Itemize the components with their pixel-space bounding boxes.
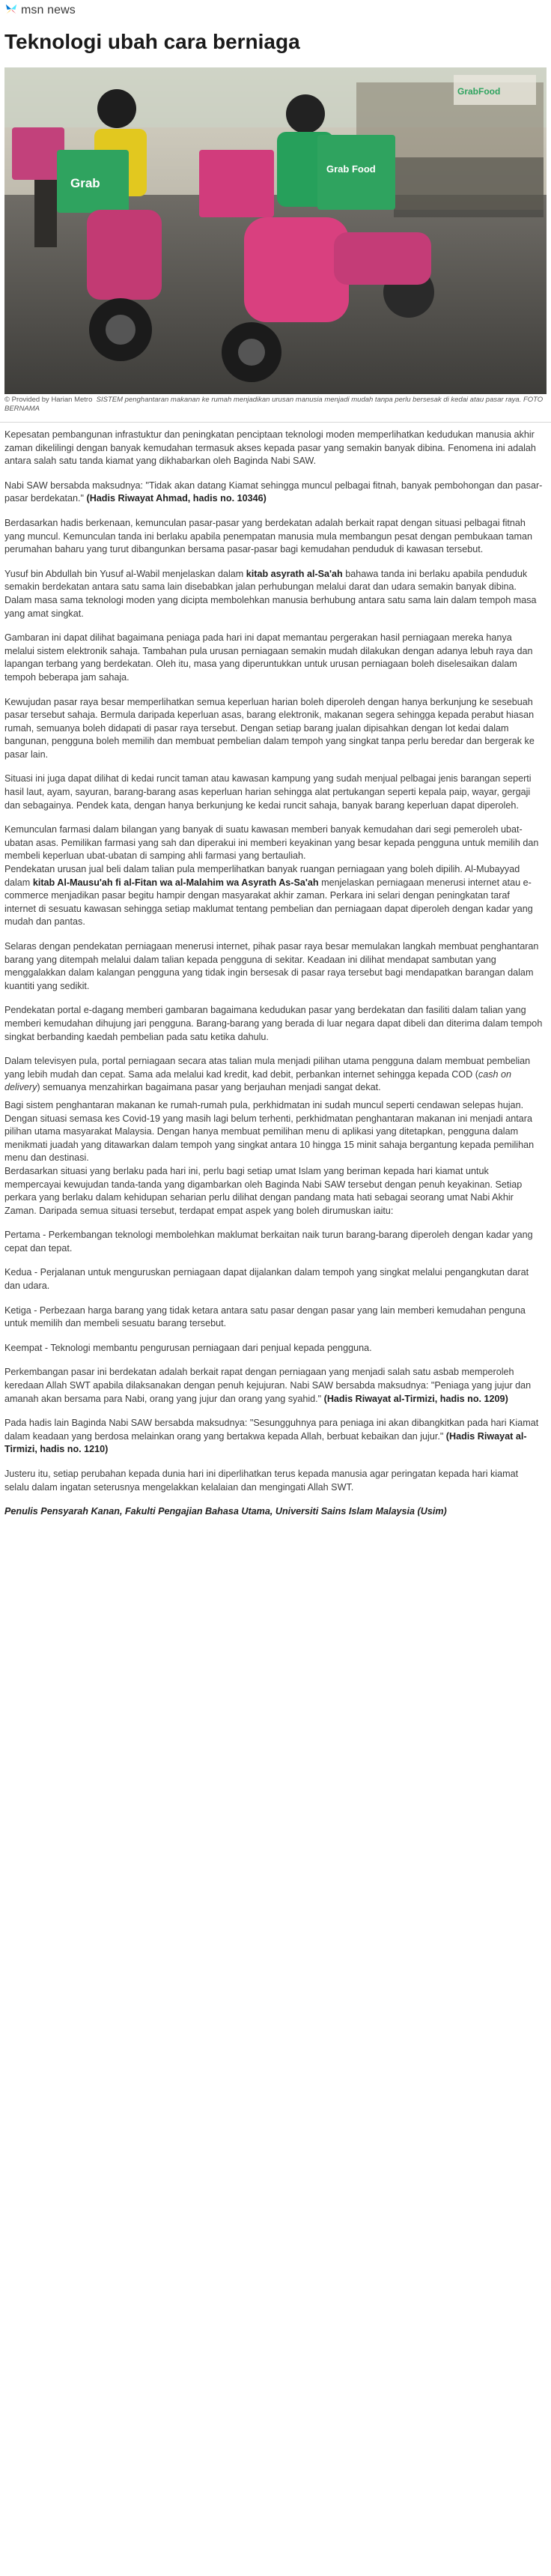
article-paragraph [4,1165,544,1218]
msn-butterfly-icon[interactable] [4,2,18,19]
article-paragraph [4,1266,544,1292]
paragraph-text: Pendekatan urusan jual beli dalam talian pula memperlihatkan banyak ruangan perniagaan yang boleh dipilih. Al-Mubayyad dalam [4,864,520,888]
paragraph-text: Situasi ini juga dapat dilihat di kedai runcit taman atau kawasan kampung yang sudah menjual pelbagai jenis barangan seperti hasil laut, ayam, sayuran, barang-barang asas keperluan harian sehingga alat pertukangan seperti kepala paip, wayar, gergaji dan sebagainya. Pendek kata, dengan hanya berkunjung ke kedai runcit sahaja, banyak barang keperluan dapat diperoleh. [4,773,532,811]
paragraph-text: Ketiga - Perbezaan harga barang yang tidak ketara antara satu pasar dengan pasar yang lain memberi kemudahan penguna untuk memilih dan membeli sesuatu barang tersebut. [4,1304,526,1329]
article-paragraph [4,480,544,506]
article-paragraph [4,1417,544,1457]
paragraph-text: Yusuf bin Abdullah bin Yusuf al-Wabil menjelaskan dalam [4,568,246,579]
bold-citation: kitab Al-Mausu'ah fi al-Fitan wa al-Malahim wa Asyrath As-Sa'ah [32,877,319,888]
paragraph-text: bahawa tanda ini berlaku apabila penduduk semakin berdekatan antara satu sama lain disebabkan jalan perhubungan melalui darat dan udara semakin banyak dibina. Dalam masa sama teknologi moden yang dicipta membolehkan manusia berhubung antara satu sama lain dalam tempoh masa yang amat singkat. [4,568,537,619]
paragraph-text: Pada hadis lain Baginda Nabi SAW bersabda maksudnya: "Sesungguhnya para peniaga ini akan dibangkitkan pada hari Kiamat dalam keadaan yang berdosa melainkan orang yang bertakwa kepada Allah, berbuat kebaikan dan jujur." [4,1418,539,1442]
article-paragraph [4,1229,544,1255]
paragraph-text: ) semuanya menzahirkan bagaimana pasar yang berjauhan menjadi sangat dekat. [37,1082,381,1093]
paragraph-text: Pendekatan portal e-dagang memberi gambaran bagaimana kedudukan pasar yang berdekatan dan fasiliti dalam talian yang memberi kemudahan dihujung jari pengguna. Barang-barang yang berada di luar negara dapat dibeli dan diterima dalam tempoh singkat berbanding kaedah pembelian pada satu ketika dahulu. [4,1005,543,1042]
paragraph-text: Dalam televisyen pula, portal perniagaan secara atas talian mula menjadi pilihan utama pengguna dalam membuat pembelian yang lebih mudah dan cepat. Sama ada melalui kad kredit, kad debit, perbankan internet sehingga kepada COD ( [4,1056,531,1080]
bold-citation: (Hadis Riwayat al-Tirmizi, hadis no. 1210) [4,1430,527,1455]
bag-label: GrabFood [457,86,501,97]
paragraph-text: Kepesatan pembangunan infrastuktur dan peningkatan penciptaan teknologi moden memperlihatkan kedudukan manusia akhir zaman dikelilingi dengan banyak kemudahan termasuk akses kepada pasar yang semakin banyak dibina. Fenomena ini adalah antara salah satu tanda kiamat yang dikhabarkan oleh Baginda Nabi SAW. [4,429,536,467]
article-paragraph [4,773,544,812]
image-caption [4,396,544,414]
paragraph-text: Pertama - Perkembangan teknologi membolehkan maklumat berkaitan naik turun barang-barang diperoleh dengan kadar yang cepat dan tepat. [4,1230,533,1254]
article-paragraph [4,1304,544,1331]
article-paragraph [4,1505,544,1519]
article-paragraph [4,1055,544,1095]
article-paragraph [4,863,544,929]
article-hero-image [4,67,547,394]
article-paragraph [4,1366,544,1406]
paragraph-text: Nabi SAW bersabda maksudnya: "Tidak akan datang Kiamat sehingga muncul pelbagai fitnah, banyak pembohongan dan pasar-pasar berdekatan." [4,480,543,504]
article-paragraph [4,517,544,557]
article-paragraph [4,940,544,993]
delivery-riders-photo [4,67,547,394]
article-paragraph [4,632,544,684]
italic-text: cash on delivery [4,1068,511,1093]
paragraph-text: Justeru itu, setiap perubahan kepada dunia hari ini diperlihatkan terus kepada manusia agar peringatan kepada hari kiamat selalu dalam ingatan seterusnya mengelakkan kelalaian dan mengingati Allah SWT. [4,1469,519,1493]
article-paragraph [4,1468,544,1494]
paragraph-text: Perkembangan pasar ini berdekatan adalah berkait rapat dengan perniagaan yang menjadi salah satu asbab memperoleh keredaan Allah SWT apabila dilaksanakan dengan penuh kejujuran. Nabi SAW bersabda maksudnya: "Peniaga yang jujur dan amanah akan bersama para Nabi, orang yang jujur dan orang yang syahid." [4,1367,532,1404]
paragraph-text: Gambaran ini dapat dilihat bagaimana peniaga pada hari ini dapat memantau pergerakan hasil perniagaan mereka hanya melalui sistem elektronik sahaja. Tambahan pula urusan perniagaan semakin mudah dilakukan dengan adanya lebuh raya dan lapangan terbang yang berdekatan. Oleh itu, masa yang diperuntukkan untuk urusan perniagaan boleh diselesaikan dalam tempoh beberapa jam sahaja. [4,632,533,683]
paragraph-text: Kemunculan farmasi dalam bilangan yang banyak di suatu kawasan memberi banyak kemudahan dari segi pemeroleh ubat-ubatan asas. Pemilikan farmasi yang sah dan diperakui ini memberi keyakinan yang besar kepada pengguna untuk memilih dan membeli keperluan ubat-ubatan di samping ahli farmasi yang bertauliah. [4,824,539,862]
article-paragraph [4,1342,544,1355]
paragraph-text: Bagi sistem penghantaran makanan ke rumah-rumah pula, perkhidmatan ini sudah muncul seperti cendawan selepas hujan. Dengan situasi semasa kes Covid-19 yang masih lagi belum terhenti, perkhidmatan penghantaran makanan ini menjadi antara pilihan utama masyarakat Malaysia. Dengan hanya membuat pemilihan menu di aplikasi yang ditetapkan, pengguna dalam menikmati juadah yang ditawarkan dalam tempoh yang singkat antara 10 hingga 15 minit sahaja bergantung kepada pemilihan menu dan destinasi. [4,1099,535,1164]
article-title: Teknologi ubah cara berniaga [4,30,300,53]
article-paragraph [4,429,544,468]
article-paragraph [4,823,544,863]
bag-label: Grab Food [326,163,376,175]
article-paragraph [4,696,544,762]
paragraph-text: Berdasarkan hadis berkenaan, kemunculan pasar-pasar yang berdekatan adalah berkait rapat dengan situasi pelbagai fitnah yang muncul. Kemunculan tanda ini berlaku apabila penempatan manusia mula membangun pesat dengan pembukaan taman perumahan baharu yang turut dibangunkan bersama pasar-pasar bagi kemudahan penduduk di kawasan tersebut. [4,517,533,555]
bag-label: Grab [70,176,100,190]
caption-text: SISTEM penghantaran makanan ke rumah menjadikan urusan manusia menjadi mudah tanpa perlu bersesak di kedai atau pasar raya. FOTO BERNAMA [4,396,544,413]
brand-name[interactable]: msn news [21,4,76,16]
paragraph-text: Kewujudan pasar raya besar memperlihatkan semua keperluan harian boleh diperoleh dengan hanya berkunjung ke sesebuah pasar tersebut sahaja. Bermula daripada keperluan asas, barang elektronik, makanan segera sehingga kepada perabut hiasan rumah, semuanya boleh didapati di pasar raya tersebut. Dengan setiap barang jualan dipisahkan dengan lot kedai dalam bangunan, pengguna boleh memilih dan membuat pembelian dalam tempoh yang singkat tanpa perlu beredar dan bergerak ke pasar lain. [4,696,535,760]
paragraph-text: Kedua - Perjalanan untuk menguruskan perniagaan dapat dijalankan dalam tempoh yang singkat melalui pengangkutan darat dan udara. [4,1267,529,1292]
bold-citation: (Hadis Riwayat al-Tirmizi, hadis no. 1209) [323,1393,508,1404]
paragraph-text: menjelaskan perniagaan menerusi internet atau e-commerce menjadikan pasar begitu hampir dengan masyarakat akhir zaman. Perkara ini selari dengan peningkatan taraf internet di sesuatu kawasan sehingga setiap maklumat tentang pembelian dan perniagaan dapat diperoleh dengan kadar yang mudah dan pantas. [4,877,533,928]
bold-citation: (Hadis Riwayat Ahmad, hadis no. 10346) [86,493,267,504]
paragraph-text: Selaras dengan pendekatan perniagaan menerusi internet, pihak pasar raya besar memulakan langkah membuat penghantaran barang yang ditempah melalui dalam talian kepada pengguna di sekitar. Keadaan ini dilihat mendapat sambutan yang menggalakkan dalam kalangan pengguna yang tidak ingin bersesak di pasar raya tersebut bagi mendapatkan barangan dalam kuantiti yang sedikit. [4,941,539,991]
bold-citation: kitab asyrath al-Sa'ah [246,568,343,579]
article-paragraph [4,1004,544,1044]
divider [0,422,551,423]
site-header [4,3,76,18]
paragraph-text: Keempat - Teknologi membantu pengurusan perniagaan dari penjual kepada pengguna. [4,1342,372,1353]
caption-credit: © Provided by Harian Metro [4,396,93,404]
bold-citation: Penulis Pensyarah Kanan, Fakulti Pengajian Bahasa Utama, Universiti Sains Islam Malaysia (Usim) [4,1506,447,1517]
paragraph-text: Berdasarkan situasi yang berlaku pada hari ini, perlu bagi setiap umat Islam yang beriman kepada hari kiamat untuk mempercayai kewujudan tanda-tanda yang digambarkan oleh Baginda Nabi SAW tersebut dengan penuh keyakinan. Setiap perkara yang berlaku dalam kehidupan seharian perlu dilihat dengan pandang mata hati sebagai seorang umat Nabi Akhir Zaman. Daripada semua situasi tersebut, terdapat empat aspek yang boleh dirumuskan iaitu: [4,1165,523,1216]
article-body [4,429,544,1530]
pink-delivery-box [199,150,274,217]
article-paragraph [4,1099,544,1165]
article-paragraph [4,568,544,620]
